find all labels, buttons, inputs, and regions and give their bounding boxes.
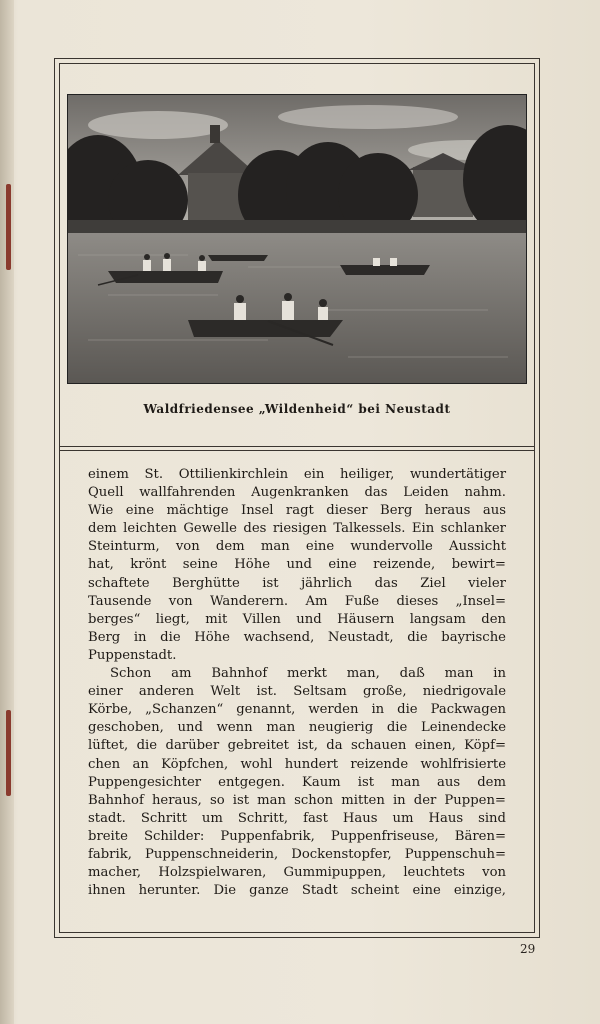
text-line: Berg in die Höhe wachsend, Neustadt, die bayrische xyxy=(88,629,506,645)
lake-photograph xyxy=(67,94,527,384)
text-line: breite Schilder: Puppenfabrik, Puppenfriseuse, Bären= xyxy=(88,828,506,844)
photograph-lake-rowboats-icon xyxy=(68,95,527,384)
text-line: Tausende von Wanderern. Am Fuße dieses „Insel= xyxy=(88,593,506,609)
paragraph-2 xyxy=(88,665,506,900)
text-line: geschoben, und wenn man neugierig die Leinendecke xyxy=(88,720,506,736)
text-line: macher, Holzspielwaren, Gummipuppen, leuchtets von xyxy=(88,865,506,881)
binding-stitch-bottom xyxy=(6,710,11,796)
text-line: dem leichten Gewelle des riesigen Talkessels. Ein schlanker xyxy=(88,521,506,537)
text-line: Steinturm, von dem man eine wundervolle Aussicht xyxy=(88,539,506,555)
text-line: Schon am Bahnhof merkt man, daß man in xyxy=(110,666,506,682)
text-line: Puppengesichter entgegen. Kaum ist man aus dem xyxy=(88,774,506,790)
text-line: einer anderen Welt ist. Seltsam große, niedrigovale xyxy=(88,684,506,700)
text-line: berges“ liegt, mit Villen und Häusern langsam den xyxy=(88,611,506,627)
text-line: hat, krönt seine Höhe und eine reizende, bewirt= xyxy=(88,557,506,573)
text-line: ihnen herunter. Die ganze Stadt scheint eine einzige, xyxy=(88,883,506,899)
paragraph-1 xyxy=(88,466,506,665)
text-line: Quell wallfahrenden Augenkranken das Leiden nahm. xyxy=(88,485,506,501)
page-binding-edge xyxy=(0,0,14,1024)
text-line: Puppenstadt. xyxy=(88,647,177,663)
section-divider xyxy=(59,446,535,451)
text-line: Bahnhof heraus, so ist man schon mitten in der Puppen= xyxy=(88,792,506,808)
text-line: lüftet, die darüber gebreitet ist, da schauen einen, Köpf= xyxy=(88,738,506,754)
text-line: Wie eine mächtige Insel ragt dieser Berg heraus aus xyxy=(88,503,506,519)
text-line: einem St. Ottilienkirchlein ein heiliger, wundertätiger xyxy=(88,467,506,482)
photo-caption: Waldfriedensee „Wildenheid“ bei Neustadt xyxy=(143,402,451,416)
text-line: stadt. Schritt um Schritt, fast Haus um Haus sind xyxy=(88,810,506,826)
text-line: chen an Köpfchen, wohl hundert reizende wohlfrisierte xyxy=(88,756,506,772)
article-body xyxy=(88,466,506,900)
page-number: 29 xyxy=(520,942,536,956)
text-line: schaftete Berghütte ist jährlich das Ziel vieler xyxy=(88,575,506,591)
binding-stitch-top xyxy=(6,184,11,270)
text-line: fabrik, Puppenschneiderin, Dockenstopfer, Puppenschuh= xyxy=(88,846,506,862)
text-line: Körbe, „Schanzen“ genannt, werden in die Packwagen xyxy=(88,702,506,718)
